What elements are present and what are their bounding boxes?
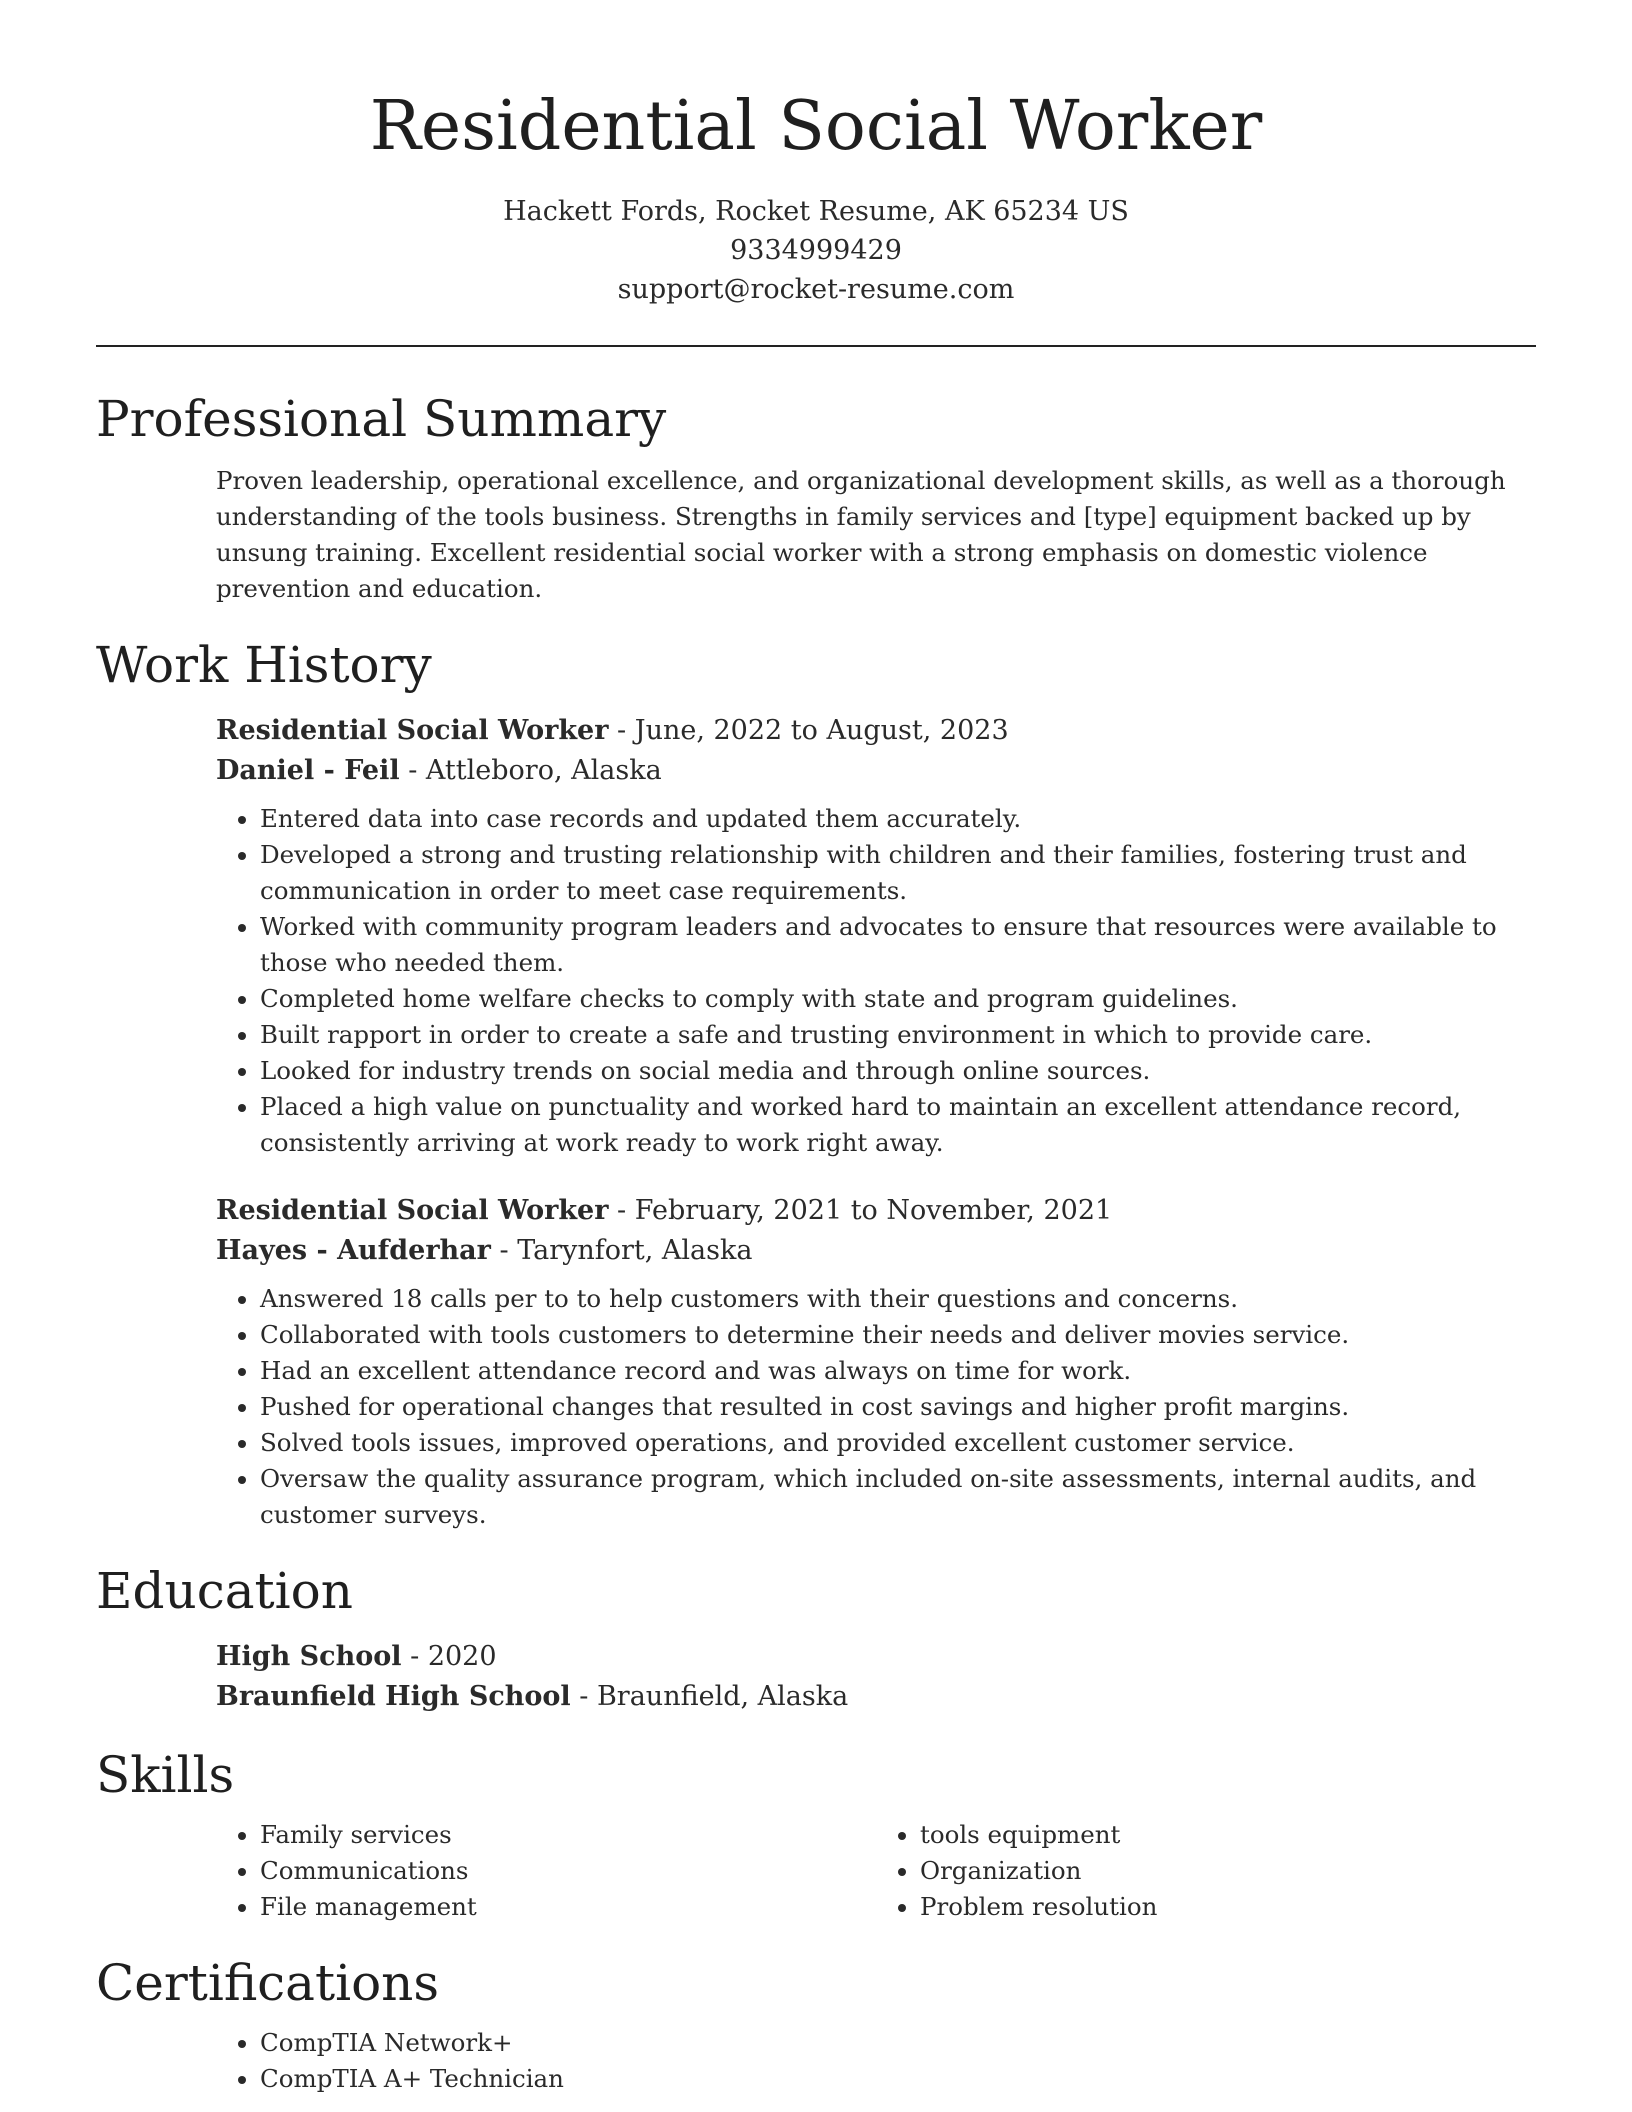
list-item: • Entered data into case records and updated them accurately. (260, 801, 1536, 837)
job-role: Residential Social Worker (216, 1195, 609, 1226)
skill-item: • Communications (260, 1853, 876, 1889)
contact-address: Hackett Fords, Rocket Resume, AK 65234 US (503, 196, 1129, 227)
education-location: - Braunfield, Alaska (570, 1681, 849, 1712)
job-location: - Tarynfort, Alaska (490, 1235, 753, 1266)
skill-item: • Problem resolution (920, 1889, 1536, 1925)
education-school-line (216, 1677, 1536, 1717)
job-entry (216, 1191, 1536, 1533)
list-item: • Looked for industry trends on social media and through online sources. (260, 1053, 1536, 1089)
education-degree: High School (216, 1641, 402, 1672)
job-company-line (216, 751, 1536, 791)
resume-header (96, 0, 1536, 309)
contact-info (96, 192, 1536, 309)
education-section (96, 1559, 1536, 1717)
list-item: • Solved tools issues, improved operations, and provided excellent customer service. (260, 1425, 1536, 1461)
certification-item: • CompTIA Network+ (260, 2025, 1536, 2061)
skills-grid (216, 1817, 1536, 1925)
job-company-line (216, 1231, 1536, 1271)
summary-section (96, 387, 1536, 607)
job-role-line (216, 1191, 1536, 1231)
job-bullets (216, 1281, 1536, 1533)
job-location: - Attleboro, Alaska (399, 755, 662, 786)
work-history-section (96, 633, 1536, 1533)
education-school: Braunfield High School (216, 1681, 571, 1712)
job-bullets (216, 801, 1536, 1161)
header-divider (96, 345, 1536, 347)
skill-item: • Organization (920, 1853, 1536, 1889)
candidate-title: Residential Social Worker (369, 87, 1263, 166)
job-role: Residential Social Worker (216, 715, 609, 746)
list-item: • Placed a high value on punctuality and worked hard to maintain an excellent attendance record, consistently arriving at work ready to work right away. (260, 1089, 1536, 1161)
summary-text: Proven leadership, operational excellence, and organizational development skills, as well as a thorough understanding of the tools business. Strengths in family services and [type] equipment backed up by unsung training. Excellent residential social worker with a strong emphasis on domestic violence prevention and education. (216, 466, 1506, 603)
list-item: • Worked with community program leaders and advocates to ensure that resources were available to those who needed them. (260, 909, 1536, 981)
list-item: • Pushed for operational changes that resulted in cost savings and higher profit margins. (260, 1389, 1536, 1425)
certifications-list (216, 2025, 1536, 2097)
contact-phone: 9334999429 (730, 235, 902, 266)
skill-item: • File management (260, 1889, 876, 1925)
contact-email: support@rocket-resume.com (617, 274, 1015, 305)
skills-section (96, 1743, 1536, 1925)
skills-heading: Skills (96, 1746, 235, 1804)
job-company: Daniel - Feil (216, 755, 400, 786)
list-item: • Developed a strong and trusting relationship with children and their families, fostering trust and communication in order to meet case requirements. (260, 837, 1536, 909)
work-history-heading: Work History (96, 636, 432, 694)
job-dates: - February, 2021 to November, 2021 (608, 1195, 1113, 1226)
education-entry (216, 1637, 1536, 1717)
skills-column-left (216, 1817, 876, 1925)
education-heading: Education (96, 1562, 353, 1620)
list-item: • Answered 18 calls per to to help customers with their questions and concerns. (260, 1281, 1536, 1317)
list-item: • Completed home welfare checks to comply with state and program guidelines. (260, 981, 1536, 1017)
certification-item: • CompTIA A+ Technician (260, 2061, 1536, 2097)
skill-item: • Family services (260, 1817, 876, 1853)
summary-heading: Professional Summary (96, 390, 667, 448)
certifications-section (96, 1951, 1536, 2097)
list-item: • Built rapport in order to create a safe and trusting environment in which to provide care. (260, 1017, 1536, 1053)
job-dates: - June, 2022 to August, 2023 (608, 715, 1009, 746)
education-degree-line (216, 1637, 1536, 1677)
job-company: Hayes - Aufderhar (216, 1235, 491, 1266)
skill-item: • tools equipment (920, 1817, 1536, 1853)
job-entry (216, 711, 1536, 1161)
certifications-heading: Certifications (96, 1954, 440, 2012)
skills-column-right (876, 1817, 1536, 1925)
job-role-line (216, 711, 1536, 751)
list-item: • Had an excellent attendance record and was always on time for work. (260, 1353, 1536, 1389)
certifications-list-wrap (216, 2025, 1536, 2097)
list-item: • Collaborated with tools customers to determine their needs and deliver movies service. (260, 1317, 1536, 1353)
education-year: - 2020 (401, 1641, 497, 1672)
list-item: • Oversaw the quality assurance program, which included on-site assessments, internal audits, and customer surveys. (260, 1461, 1536, 1533)
